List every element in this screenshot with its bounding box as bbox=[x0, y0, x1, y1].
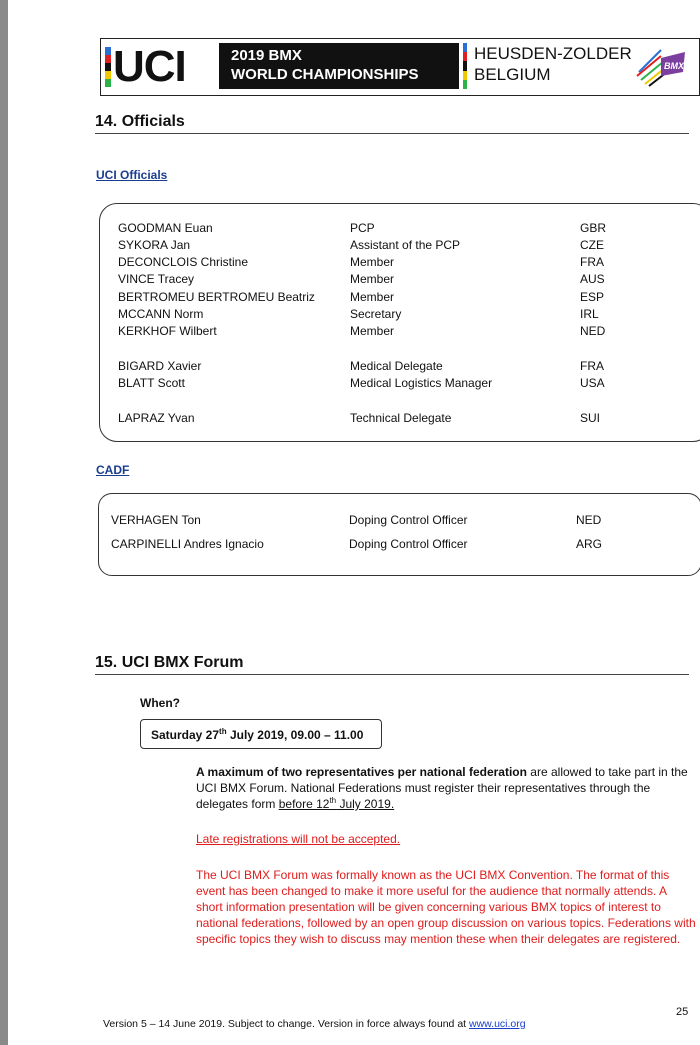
official-name: MCCANN Norm bbox=[118, 307, 204, 321]
stripe-black bbox=[105, 63, 111, 71]
cadf-heading: CADF bbox=[96, 463, 130, 477]
host-color-stripes bbox=[463, 43, 467, 89]
bmx-worlds-logo-icon bbox=[631, 42, 691, 92]
stripe-red bbox=[105, 55, 111, 63]
technical-name: LAPRAZ Yvan bbox=[118, 411, 195, 425]
header-banner bbox=[100, 38, 700, 96]
deadline-date: before 12 bbox=[278, 797, 330, 811]
medical-role: Medical Logistics Manager bbox=[350, 376, 493, 390]
footer-text: Version 5 – 14 June 2019. Subject to change. Version in force always found at bbox=[103, 1018, 469, 1030]
cadf-box bbox=[98, 493, 700, 576]
cadf-name: CARPINELLI Andres Ignacio bbox=[111, 537, 264, 551]
deadline-suffix: th bbox=[329, 796, 337, 805]
forum-description: The UCI BMX Forum was formally known as the UCI BMX Convention. The format of this event has been changed to make it more useful for the audience that normally attends. A short information presentation will be given concerning various BMX topics of interest to national federations, followed by an open group discussion on various topics. Federations with specific topics they wish to discuss may mention these when their delegates are registered. bbox=[196, 868, 696, 946]
footer bbox=[103, 1018, 526, 1030]
medical-nation: USA bbox=[580, 376, 605, 390]
official-nation: FRA bbox=[580, 255, 604, 269]
stripe-blue bbox=[105, 47, 111, 55]
forum-date-suffix: th bbox=[219, 727, 227, 736]
medical-nation: FRA bbox=[580, 359, 604, 373]
championship-title-box bbox=[219, 43, 459, 89]
host-country: BELGIUM bbox=[474, 65, 551, 84]
official-name: DECONCLOIS Christine bbox=[118, 255, 249, 269]
host-stripe-black bbox=[463, 61, 467, 70]
forum-date-time: July 2019, 09.00 – 11.00 bbox=[226, 728, 364, 742]
medical-name: BLATT Scott bbox=[118, 376, 185, 390]
official-name: SYKORA Jan bbox=[118, 238, 191, 252]
host-stripe-yellow bbox=[463, 71, 467, 80]
official-role: Assistant of the PCP bbox=[350, 238, 461, 252]
official-name: BERTROMEU BERTROMEU Beatriz bbox=[118, 290, 315, 304]
host-stripe-green bbox=[463, 80, 467, 89]
official-role: Member bbox=[350, 255, 395, 269]
stripe-green bbox=[105, 79, 111, 87]
stripe-yellow bbox=[105, 71, 111, 79]
section-14-title: 14. Officials bbox=[95, 113, 185, 130]
uci-website-link[interactable]: www.uci.org bbox=[469, 1018, 526, 1030]
official-nation: GBR bbox=[580, 221, 607, 235]
registration-text: are allowed to take part in the UCI BMX Forum. National Federations must register their representatives through the delegates form bbox=[196, 765, 688, 811]
page-left-edge bbox=[0, 0, 8, 1045]
section-15-rule bbox=[95, 674, 689, 675]
official-role: PCP bbox=[350, 221, 375, 235]
deadline-month: July 2019. bbox=[336, 797, 395, 811]
bmx-logo-text: BMX bbox=[664, 61, 684, 71]
section-14-rule bbox=[95, 133, 689, 134]
uci-officials-box bbox=[99, 203, 700, 442]
host-location bbox=[474, 43, 632, 85]
medical-role: Medical Delegate bbox=[350, 359, 443, 373]
official-nation: NED bbox=[580, 324, 606, 338]
host-stripe-blue bbox=[463, 43, 467, 52]
official-role: Member bbox=[350, 272, 395, 286]
official-role: Member bbox=[350, 290, 395, 304]
official-role: Secretary bbox=[350, 307, 402, 321]
technical-nation: SUI bbox=[580, 411, 601, 425]
official-nation: CZE bbox=[580, 238, 604, 252]
official-nation: IRL bbox=[580, 307, 599, 321]
host-stripe-red bbox=[463, 52, 467, 61]
event-line-2: WORLD CHAMPIONSHIPS bbox=[231, 66, 419, 83]
official-role: Member bbox=[350, 324, 395, 338]
technical-role: Technical Delegate bbox=[350, 411, 452, 425]
late-registration-notice: Late registrations will not be accepted. bbox=[196, 832, 401, 846]
official-nation: ESP bbox=[580, 290, 605, 304]
forum-date-main: Saturday 27 bbox=[151, 728, 220, 742]
uci-logo: UCI bbox=[113, 42, 186, 91]
cadf-role: Doping Control Officer bbox=[349, 513, 468, 527]
cadf-nation: ARG bbox=[576, 537, 603, 551]
event-line-1: 2019 BMX bbox=[231, 47, 302, 64]
cadf-role: Doping Control Officer bbox=[349, 537, 468, 551]
cadf-nation: NED bbox=[576, 513, 602, 527]
host-city: HEUSDEN-ZOLDER bbox=[474, 44, 632, 63]
registration-paragraph bbox=[196, 764, 696, 812]
registration-deadline bbox=[279, 797, 394, 811]
official-name: VINCE Tracey bbox=[118, 272, 195, 286]
cadf-name: VERHAGEN Ton bbox=[111, 513, 201, 527]
official-nation: AUS bbox=[580, 272, 605, 286]
forum-date-box bbox=[140, 719, 382, 749]
document-page bbox=[8, 0, 700, 1045]
page-number: 25 bbox=[676, 1006, 689, 1018]
when-label: When? bbox=[140, 696, 180, 710]
official-name: GOODMAN Euan bbox=[118, 221, 213, 235]
representatives-limit: A maximum of two representatives per national federation bbox=[196, 765, 527, 779]
section-15-title: 15. UCI BMX Forum bbox=[95, 654, 244, 671]
uci-officials-heading: UCI Officials bbox=[96, 168, 168, 182]
official-name: KERKHOF Wilbert bbox=[118, 324, 217, 338]
uci-color-stripes bbox=[105, 47, 111, 87]
medical-name: BIGARD Xavier bbox=[118, 359, 202, 373]
